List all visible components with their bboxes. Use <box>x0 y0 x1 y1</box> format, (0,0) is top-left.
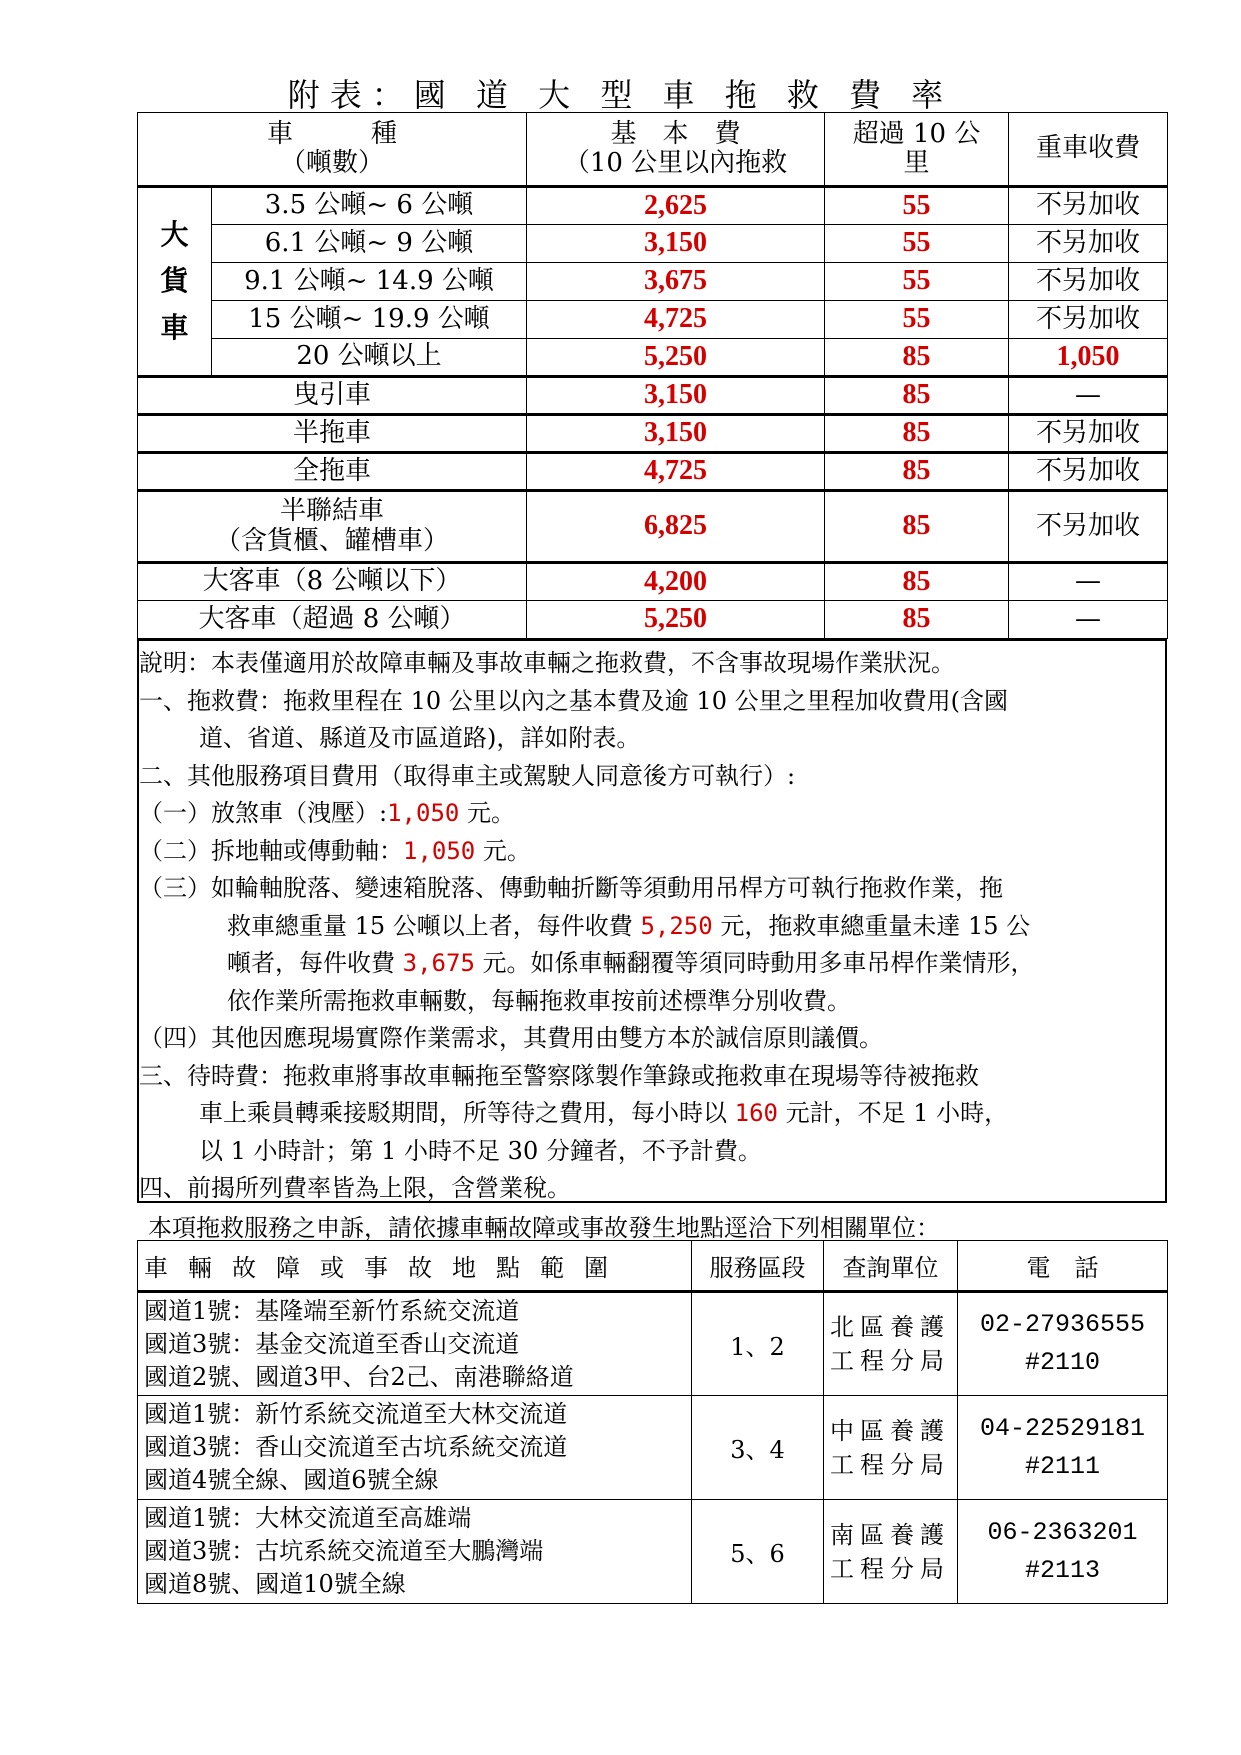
over-fee-cell: 55 <box>825 225 1009 263</box>
note-line: 以 1 小時計；第 1 小時不足 30 分鐘者，不予計費。 <box>199 1136 762 1165</box>
note-line: 道、省道、縣道及市區道路)，詳如附表。 <box>199 724 641 752</box>
area-cell: 國道1號：基隆端至新竹系統交流道 國道3號：基金交流道至香山交流道 國道2號、國道3甲、台2己、南港聯絡道 <box>138 1292 692 1396</box>
truck-label: 大 貨 車 <box>138 187 212 377</box>
heavy-fee-cell: — <box>1009 601 1168 639</box>
note-line: （一）放煞車（洩壓）:1,050 元。 <box>139 799 515 827</box>
base-fee-header: 基 本 費 （10 公里以內拖救 <box>527 113 825 187</box>
phone-cell: 04-22529181 #2111 <box>958 1396 1168 1500</box>
vehicle-header: 車 種 （噸數） <box>138 113 527 187</box>
over-fee-cell: 55 <box>825 263 1009 301</box>
over-fee-cell: 85 <box>825 601 1009 639</box>
area-header: 車輛故障或事故地點範圍 <box>138 1241 692 1292</box>
table-row <box>138 563 1168 601</box>
note-line: （二）拆地軸或傳動軸：1,050 元。 <box>139 836 531 865</box>
over-fee-cell: 85 <box>825 563 1009 601</box>
heavy-fee-cell: 不另加收 <box>1009 301 1168 339</box>
heavy-fee-cell: — <box>1009 377 1168 415</box>
note-line: （四）其他因應現場實際作業需求，其費用由雙方本於誠信原則議價。 <box>139 1024 883 1052</box>
base-fee-cell: 5,250 <box>527 601 825 639</box>
base-fee-cell: 4,725 <box>527 453 825 491</box>
over-fee-cell: 85 <box>825 415 1009 453</box>
page-title: 附表：國 道 大 型 車 拖 救 費 率 <box>287 76 954 114</box>
table-row <box>138 1500 1168 1604</box>
table-row <box>138 1292 1168 1396</box>
base-fee-cell: 4,725 <box>527 301 825 339</box>
section-cell: 5、6 <box>692 1500 824 1604</box>
unit-cell: 南區養護 工程分局 <box>824 1500 958 1604</box>
over-fee-cell: 85 <box>825 453 1009 491</box>
over-10km-header: 超過 10 公 里 <box>825 113 1009 187</box>
contact-header-row <box>138 1241 1168 1292</box>
note-line: 一、拖救費：拖救里程在 10 公里以內之基本費及逾 10 公里之里程加收費用(含國 <box>139 686 1008 715</box>
tonnage-cell: 9.1 公噸~ 14.9 公噸 <box>212 263 527 301</box>
table-row <box>138 263 1168 301</box>
tonnage-cell: 20 公噸以上 <box>212 339 527 377</box>
vehicle-name-cell: 全拖車 <box>138 453 527 491</box>
table-row <box>138 301 1168 339</box>
table-row <box>138 453 1168 491</box>
heavy-fee-header: 重車收費 <box>1009 113 1168 187</box>
base-fee-cell: 2,625 <box>527 187 825 225</box>
appeal-text: 本項拖救服務之申訴，請依據車輛故障或事故發生地點逕洽下列相關單位： <box>148 1214 940 1242</box>
table-row <box>138 415 1168 453</box>
heavy-fee-cell: 不另加收 <box>1009 263 1168 301</box>
heavy-fee-cell: — <box>1009 563 1168 601</box>
heavy-fee-cell: 不另加收 <box>1009 453 1168 491</box>
table-row <box>138 1396 1168 1500</box>
vehicle-name-cell: 曳引車 <box>138 377 527 415</box>
area-cell: 國道1號：新竹系統交流道至大林交流道 國道3號：香山交流道至古坑系統交流道 國道4號全線、國道6號全線 <box>138 1396 692 1500</box>
tonnage-cell: 6.1 公噸~ 9 公噸 <box>212 225 527 263</box>
table-row <box>138 339 1168 377</box>
note-line: 救車總重量 15 公噸以上者，每件收費 5,250 元，拖救車總重量未達 15 公 <box>227 911 1031 940</box>
heavy-fee-cell: 1,050 <box>1009 339 1168 377</box>
unit-cell: 北區養護 工程分局 <box>824 1292 958 1396</box>
table-row <box>138 187 1168 225</box>
section-cell: 1、2 <box>692 1292 824 1396</box>
vehicle-name-cell: 大客車（8 公噸以下） <box>138 563 527 601</box>
base-fee-cell: 4,200 <box>527 563 825 601</box>
note-line: 說明：本表僅適用於故障車輛及事故車輛之拖救費，不含事故現場作業狀況。 <box>139 649 955 677</box>
over-fee-cell: 85 <box>825 339 1009 377</box>
note-line: 三、待時費：拖救車將事故車輛拖至警察隊製作筆錄或拖救車在現場等待被拖救 <box>139 1061 979 1090</box>
unit-header: 查詢單位 <box>824 1241 958 1292</box>
phone-header: 電 話 <box>958 1241 1168 1292</box>
base-fee-cell: 5,250 <box>527 339 825 377</box>
note-line: （三）如輪軸脫落、變速箱脫落、傳動軸折斷等須動用吊桿方可執行拖救作業，拖 <box>139 874 1003 902</box>
fee-table <box>137 112 1168 639</box>
unit-cell: 中區養護 工程分局 <box>824 1396 958 1500</box>
table-row <box>138 601 1168 639</box>
over-fee-cell: 85 <box>825 491 1009 563</box>
heavy-fee-cell: 不另加收 <box>1009 225 1168 263</box>
fee-header-row <box>138 113 1168 187</box>
base-fee-cell: 3,675 <box>527 263 825 301</box>
base-fee-cell: 3,150 <box>527 415 825 453</box>
over-fee-cell: 55 <box>825 301 1009 339</box>
base-fee-cell: 3,150 <box>527 377 825 415</box>
over-fee-cell: 85 <box>825 377 1009 415</box>
phone-cell: 06-2363201 #2113 <box>958 1500 1168 1604</box>
heavy-fee-cell: 不另加收 <box>1009 491 1168 563</box>
note-line: 二、其他服務項目費用（取得車主或駕駛人同意後方可執行）: <box>139 761 796 790</box>
vehicle-name-cell: 大客車（超過 8 公噸） <box>138 601 527 639</box>
tonnage-cell: 15 公噸~ 19.9 公噸 <box>212 301 527 339</box>
notes-box <box>137 639 1167 1203</box>
area-cell: 國道1號：大林交流道至高雄端 國道3號：古坑系統交流道至大鵬灣端 國道8號、國道10號全線 <box>138 1500 692 1604</box>
over-fee-cell: 55 <box>825 187 1009 225</box>
contact-table <box>137 1240 1168 1604</box>
base-fee-cell: 3,150 <box>527 225 825 263</box>
heavy-fee-cell: 不另加收 <box>1009 187 1168 225</box>
vehicle-name-cell: 半聯結車 （含貨櫃、罐槽車） <box>138 491 527 563</box>
phone-cell: 02-27936555 #2110 <box>958 1292 1168 1396</box>
section-cell: 3、4 <box>692 1396 824 1500</box>
heavy-fee-cell: 不另加收 <box>1009 415 1168 453</box>
tonnage-cell: 3.5 公噸~ 6 公噸 <box>212 187 527 225</box>
table-row <box>138 491 1168 563</box>
section-header: 服務區段 <box>692 1241 824 1292</box>
vehicle-name-cell: 半拖車 <box>138 415 527 453</box>
note-line: 依作業所需拖救車輛數，每輛拖救車按前述標準分別收費。 <box>227 986 851 1015</box>
note-line: 四、前揭所列費率皆為上限，含營業稅。 <box>139 1174 571 1202</box>
base-fee-cell: 6,825 <box>527 491 825 563</box>
note-line: 噸者，每件收費 3,675 元。如係車輛翻覆等須同時動用多車吊桿作業情形， <box>227 949 1035 977</box>
note-line: 車上乘員轉乘接駁期間，所等待之費用，每小時以 160 元計，不足 1 小時， <box>199 1099 1009 1127</box>
table-row <box>138 377 1168 415</box>
table-row <box>138 225 1168 263</box>
